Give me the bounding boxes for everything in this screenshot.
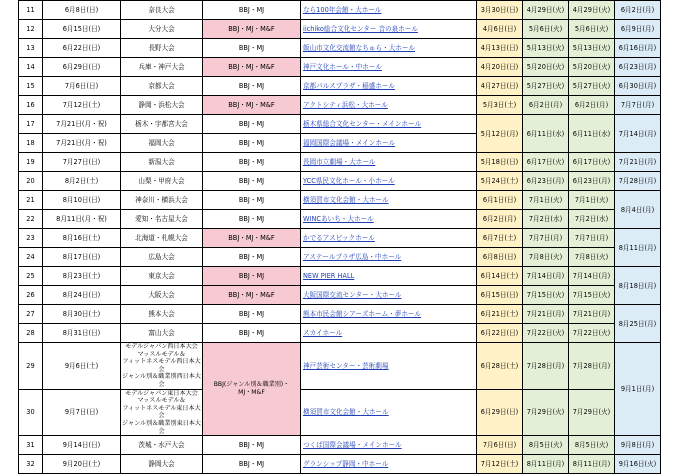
row-number: 32 — [19, 455, 43, 474]
table-row — [19, 436, 661, 455]
deadline-1: 6月21日(土) — [477, 305, 523, 324]
event-name-line: モデルジャパン東日本大会 — [125, 389, 198, 397]
table-row — [19, 172, 661, 191]
event-date: 8月16日(土) — [43, 229, 121, 248]
deadline-1: 5月24日(土) — [477, 172, 523, 191]
deadline-2: 6月23日(月) — [523, 172, 569, 191]
row-number: 20 — [19, 172, 43, 191]
deadline-1: 6月22日(日) — [477, 324, 523, 343]
row-number: 22 — [19, 210, 43, 229]
deadline-4: 6月9日(月) — [615, 20, 661, 39]
category: BBJ・MJ — [203, 324, 301, 343]
deadline-3: 6月11日(水) — [569, 115, 615, 153]
deadline-3: 7月7日(月) — [569, 229, 615, 248]
table-row — [19, 39, 661, 58]
table-row — [19, 20, 661, 39]
category: BBJ・MJ・M&F — [203, 286, 301, 305]
category: BBJ・MJ — [203, 134, 301, 153]
deadline-3: 6月2日(月) — [569, 96, 615, 115]
row-number: 27 — [19, 305, 43, 324]
row-number: 29 — [19, 343, 43, 390]
venue-link[interactable]: 栃木県総合文化センター・メインホール — [301, 115, 477, 134]
table-row — [19, 96, 661, 115]
row-number: 30 — [19, 389, 43, 436]
table-row — [19, 153, 661, 172]
deadline-4: 8月25日(月) — [615, 305, 661, 343]
event-date: 9月7日(日) — [43, 389, 121, 436]
event-date: 6月29日(日) — [43, 58, 121, 77]
deadline-3: 8月11日(月) — [569, 455, 615, 474]
venue-link[interactable]: 福岡国際会議場・メインホール — [301, 134, 477, 153]
category: BBJ・MJ — [203, 39, 301, 58]
deadline-3: 6月23日(月) — [569, 172, 615, 191]
event-name: 京都大会 — [121, 77, 203, 96]
category: BBJ・MJ — [203, 153, 301, 172]
venue-link[interactable]: アステールプラザ広島・中ホール — [301, 248, 477, 267]
schedule-table — [18, 0, 661, 474]
deadline-2: 8月11日(月) — [523, 455, 569, 474]
event-name-line: マッスルモデル＆ — [137, 397, 186, 405]
category: BBJ・MJ — [203, 77, 301, 96]
deadline-4: 7月7日(月) — [615, 96, 661, 115]
deadline-1: 5月3日(土) — [477, 96, 523, 115]
event-name: 奈良大会 — [121, 1, 203, 20]
category: BBJ・MJ — [203, 267, 301, 286]
deadline-4: 6月2日(月) — [615, 1, 661, 20]
deadline-2: 7月14日(月) — [523, 267, 569, 286]
row-number: 23 — [19, 229, 43, 248]
deadline-1: 4月6日(日) — [477, 20, 523, 39]
deadline-1: 6月28日(土) — [477, 343, 523, 390]
venue-link[interactable]: 横須賀市文化会館・大ホール — [301, 191, 477, 210]
event-name-line: ジャンル別＆職業別東日本大会 — [122, 419, 201, 435]
category: BBJ・MJ・M&F — [203, 229, 301, 248]
venue-link[interactable]: 大阪国際交流センター・大ホール — [301, 286, 477, 305]
venue-link[interactable]: アクトシティ浜松・大ホール — [301, 96, 477, 115]
venue-link[interactable]: グランシップ静岡・中ホール — [301, 455, 477, 474]
deadline-1: 4月27日(日) — [477, 77, 523, 96]
event-date: 8月10日(日) — [43, 191, 121, 210]
venue-link[interactable]: 長岡市立劇場・大ホール — [301, 153, 477, 172]
venue-link[interactable]: 神戸文化ホール・中ホール — [301, 58, 477, 77]
event-date: 8月31日(日) — [43, 324, 121, 343]
row-number: 14 — [19, 58, 43, 77]
deadline-1: 4月13日(日) — [477, 39, 523, 58]
event-date: 8月24日(日) — [43, 286, 121, 305]
category: BBJ・MJ・M&F — [203, 96, 301, 115]
table-row — [19, 343, 661, 390]
deadline-2: 6月17日(火) — [523, 153, 569, 172]
deadline-1: 6月14日(土) — [477, 267, 523, 286]
deadline-4: 6月16日(月) — [615, 39, 661, 58]
row-number: 28 — [19, 324, 43, 343]
table-row — [19, 58, 661, 77]
deadline-1: 6月2日(月) — [477, 210, 523, 229]
event-name: 栃木・宇都宮大会 — [121, 115, 203, 134]
event-date: 8月17日(日) — [43, 248, 121, 267]
event-date: 8月30日(土) — [43, 305, 121, 324]
deadline-3: 7月14日(月) — [569, 267, 615, 286]
row-number: 19 — [19, 153, 43, 172]
deadline-1: 4月20日(日) — [477, 58, 523, 77]
event-date: 9月20日(土) — [43, 455, 121, 474]
table-row — [19, 229, 661, 248]
table-row — [19, 305, 661, 324]
deadline-2: 5月20日(火) — [523, 58, 569, 77]
event-name: 山梨・甲府大会 — [121, 172, 203, 191]
event-date: 6月8日(日) — [43, 1, 121, 20]
row-number: 18 — [19, 134, 43, 153]
row-number: 17 — [19, 115, 43, 134]
deadline-1: 6月7日(土) — [477, 229, 523, 248]
deadline-2: 7月7日(月) — [523, 229, 569, 248]
venue-link[interactable]: iichiko総合文化センター 音の泉ホール — [301, 20, 477, 39]
event-name: 愛知・名古屋大会 — [121, 210, 203, 229]
deadline-2: 7月29日(火) — [523, 389, 569, 436]
venue-link[interactable]: 神戸芸術センター・芸術劇場 — [301, 343, 477, 390]
event-name: 長野大会 — [121, 39, 203, 58]
table-row — [19, 286, 661, 305]
event-name: 北海道・札幌大会 — [121, 229, 203, 248]
deadline-2: 6月2日(月) — [523, 96, 569, 115]
deadline-2: 7月2日(水) — [523, 210, 569, 229]
row-number: 26 — [19, 286, 43, 305]
deadline-1: 3月30日(日) — [477, 1, 523, 20]
deadline-3: 7月15日(火) — [569, 286, 615, 305]
deadline-2: 5月27日(火) — [523, 77, 569, 96]
category — [203, 343, 301, 436]
deadline-4: 7月21日(月) — [615, 153, 661, 172]
row-number: 11 — [19, 1, 43, 20]
event-date: 7月21日(月・祝) — [43, 115, 121, 134]
venue-link[interactable]: かでるアスビックホール — [301, 229, 477, 248]
event-date: 7月6日(日) — [43, 77, 121, 96]
event-date: 9月6日(土) — [43, 343, 121, 390]
deadline-2: 4月29日(火) — [523, 1, 569, 20]
deadline-4: 9月1日(月) — [615, 343, 661, 436]
deadline-4: 7月14日(月) — [615, 115, 661, 153]
event-name — [121, 343, 203, 390]
event-date: 8月2日(土) — [43, 172, 121, 191]
table-row — [19, 1, 661, 20]
venue-link[interactable]: 飯山市文化交流館なちゅら・大ホール — [301, 39, 477, 58]
event-name — [121, 389, 203, 436]
event-date: 8月11日(月・祝) — [43, 210, 121, 229]
category: BBJ・MJ — [203, 1, 301, 20]
event-date: 8月23日(土) — [43, 267, 121, 286]
row-number: 12 — [19, 20, 43, 39]
category: BBJ・MJ・M&F — [203, 20, 301, 39]
deadline-3: 7月2日(水) — [569, 210, 615, 229]
deadline-2: 7月8日(火) — [523, 248, 569, 267]
event-name: 静岡大会 — [121, 455, 203, 474]
row-number: 16 — [19, 96, 43, 115]
deadline-4: 8月4日(月) — [615, 191, 661, 229]
category: BBJ・MJ — [203, 210, 301, 229]
table-row — [19, 455, 661, 474]
deadline-2: 5月13日(火) — [523, 39, 569, 58]
category: BBJ・MJ — [203, 248, 301, 267]
deadline-1: 7月6日(日) — [477, 436, 523, 455]
event-name: 新潟大会 — [121, 153, 203, 172]
deadline-3: 5月27日(火) — [569, 77, 615, 96]
venue-link[interactable]: 熊本市民会館シアーズホーム・夢ホール — [301, 305, 477, 324]
row-number: 24 — [19, 248, 43, 267]
deadline-3: 7月28日(月) — [569, 343, 615, 390]
venue-link[interactable]: YCC県民文化ホール・小ホール — [301, 172, 477, 191]
deadline-3: 5月20日(火) — [569, 58, 615, 77]
venue-link[interactable]: 横須賀市文化会館・大ホール — [301, 389, 477, 436]
deadline-3: 7月8日(火) — [569, 248, 615, 267]
deadline-3: 7月22日(火) — [569, 324, 615, 343]
deadline-2: 7月22日(火) — [523, 324, 569, 343]
deadline-1: 6月15日(日) — [477, 286, 523, 305]
table-row — [19, 389, 661, 436]
event-name-line: フィットネスモデル東日本大会 — [122, 404, 201, 420]
event-name: 富山大会 — [121, 324, 203, 343]
venue-link[interactable]: スカイホール — [301, 324, 477, 343]
row-number: 15 — [19, 77, 43, 96]
category: BBJ・MJ — [203, 455, 301, 474]
event-name: 大阪大会 — [121, 286, 203, 305]
event-date: 7月21日(月・祝) — [43, 134, 121, 153]
event-name-line: モデルジャパン西日本大会 — [125, 343, 198, 350]
deadline-2: 6月11日(水) — [523, 115, 569, 153]
deadline-1: 5月12日(月) — [477, 115, 523, 153]
venue-link[interactable]: つくば国際会議場・メインホール — [301, 436, 477, 455]
row-number: 13 — [19, 39, 43, 58]
deadline-3: 4月29日(火) — [569, 1, 615, 20]
venue-link[interactable]: なら100年会館・大ホール — [301, 1, 477, 20]
table-row — [19, 267, 661, 286]
category: BBJ・MJ — [203, 115, 301, 134]
category: BBJ・MJ・M&F — [203, 58, 301, 77]
deadline-1: 6月29日(日) — [477, 389, 523, 436]
deadline-4: 8月18日(月) — [615, 267, 661, 305]
deadline-2: 7月21日(月) — [523, 305, 569, 324]
table-row — [19, 324, 661, 343]
row-number: 31 — [19, 436, 43, 455]
venue-link[interactable]: NEW PIER HALL — [301, 267, 477, 286]
event-date: 7月12日(土) — [43, 96, 121, 115]
deadline-4: 9月8日(月) — [615, 436, 661, 455]
deadline-4: 6月30日(月) — [615, 77, 661, 96]
event-date: 6月22日(日) — [43, 39, 121, 58]
event-name-line: マッスルモデル＆ — [137, 350, 186, 358]
event-name: 茨城・水戸大会 — [121, 436, 203, 455]
event-date: 7月27日(日) — [43, 153, 121, 172]
event-name: 静岡・浜松大会 — [121, 96, 203, 115]
category-line: MJ・M&F — [238, 389, 265, 397]
event-name-line: ジャンル別＆職業別西日本大会 — [122, 373, 201, 388]
event-name-line: フィットネスモデル西日本大会 — [122, 358, 201, 373]
deadline-4: 9月16日(火) — [615, 455, 661, 474]
deadline-2: 5月6日(火) — [523, 20, 569, 39]
event-date: 9月14日(日) — [43, 436, 121, 455]
category: BBJ・MJ — [203, 191, 301, 210]
event-date: 6月15日(日) — [43, 20, 121, 39]
category-line: BBJ(ジャンル別＆職業別)・ — [213, 381, 290, 389]
event-name: 兵庫・神戸大会 — [121, 58, 203, 77]
deadline-1: 7月12日(土) — [477, 455, 523, 474]
table-row — [19, 115, 661, 134]
event-name: 東京大会 — [121, 267, 203, 286]
table-row — [19, 248, 661, 267]
row-number: 21 — [19, 191, 43, 210]
deadline-3: 7月21日(月) — [569, 305, 615, 324]
deadline-4: 8月11日(月) — [615, 229, 661, 267]
deadline-2: 7月15日(火) — [523, 286, 569, 305]
deadline-1: 6月8日(日) — [477, 248, 523, 267]
table-row — [19, 210, 661, 229]
deadline-3: 8月5日(火) — [569, 436, 615, 455]
deadline-3: 5月6日(火) — [569, 20, 615, 39]
category: BBJ・MJ — [203, 305, 301, 324]
deadline-2: 7月28日(月) — [523, 343, 569, 390]
event-name: 熊本大会 — [121, 305, 203, 324]
deadline-3: 7月29日(火) — [569, 389, 615, 436]
table-row — [19, 191, 661, 210]
row-number: 25 — [19, 267, 43, 286]
event-name: 広島大会 — [121, 248, 203, 267]
category: BBJ・MJ — [203, 436, 301, 455]
venue-link[interactable]: WINCあいち・大ホール — [301, 210, 477, 229]
event-name: 神奈川・横浜大会 — [121, 191, 203, 210]
deadline-3: 5月13日(火) — [569, 39, 615, 58]
deadline-3: 6月17日(火) — [569, 153, 615, 172]
deadline-4: 6月23日(月) — [615, 58, 661, 77]
table-row — [19, 77, 661, 96]
deadline-2: 7月1日(火) — [523, 191, 569, 210]
deadline-4: 7月28日(月) — [615, 172, 661, 191]
deadline-1: 5月18日(日) — [477, 153, 523, 172]
deadline-1: 6月1日(日) — [477, 191, 523, 210]
venue-link[interactable]: 京都パルスプラザ・稲盛ホール — [301, 77, 477, 96]
event-name: 大分大会 — [121, 20, 203, 39]
event-name: 福岡大会 — [121, 134, 203, 153]
deadline-2: 8月5日(火) — [523, 436, 569, 455]
category: BBJ・MJ — [203, 172, 301, 191]
deadline-3: 7月1日(火) — [569, 191, 615, 210]
